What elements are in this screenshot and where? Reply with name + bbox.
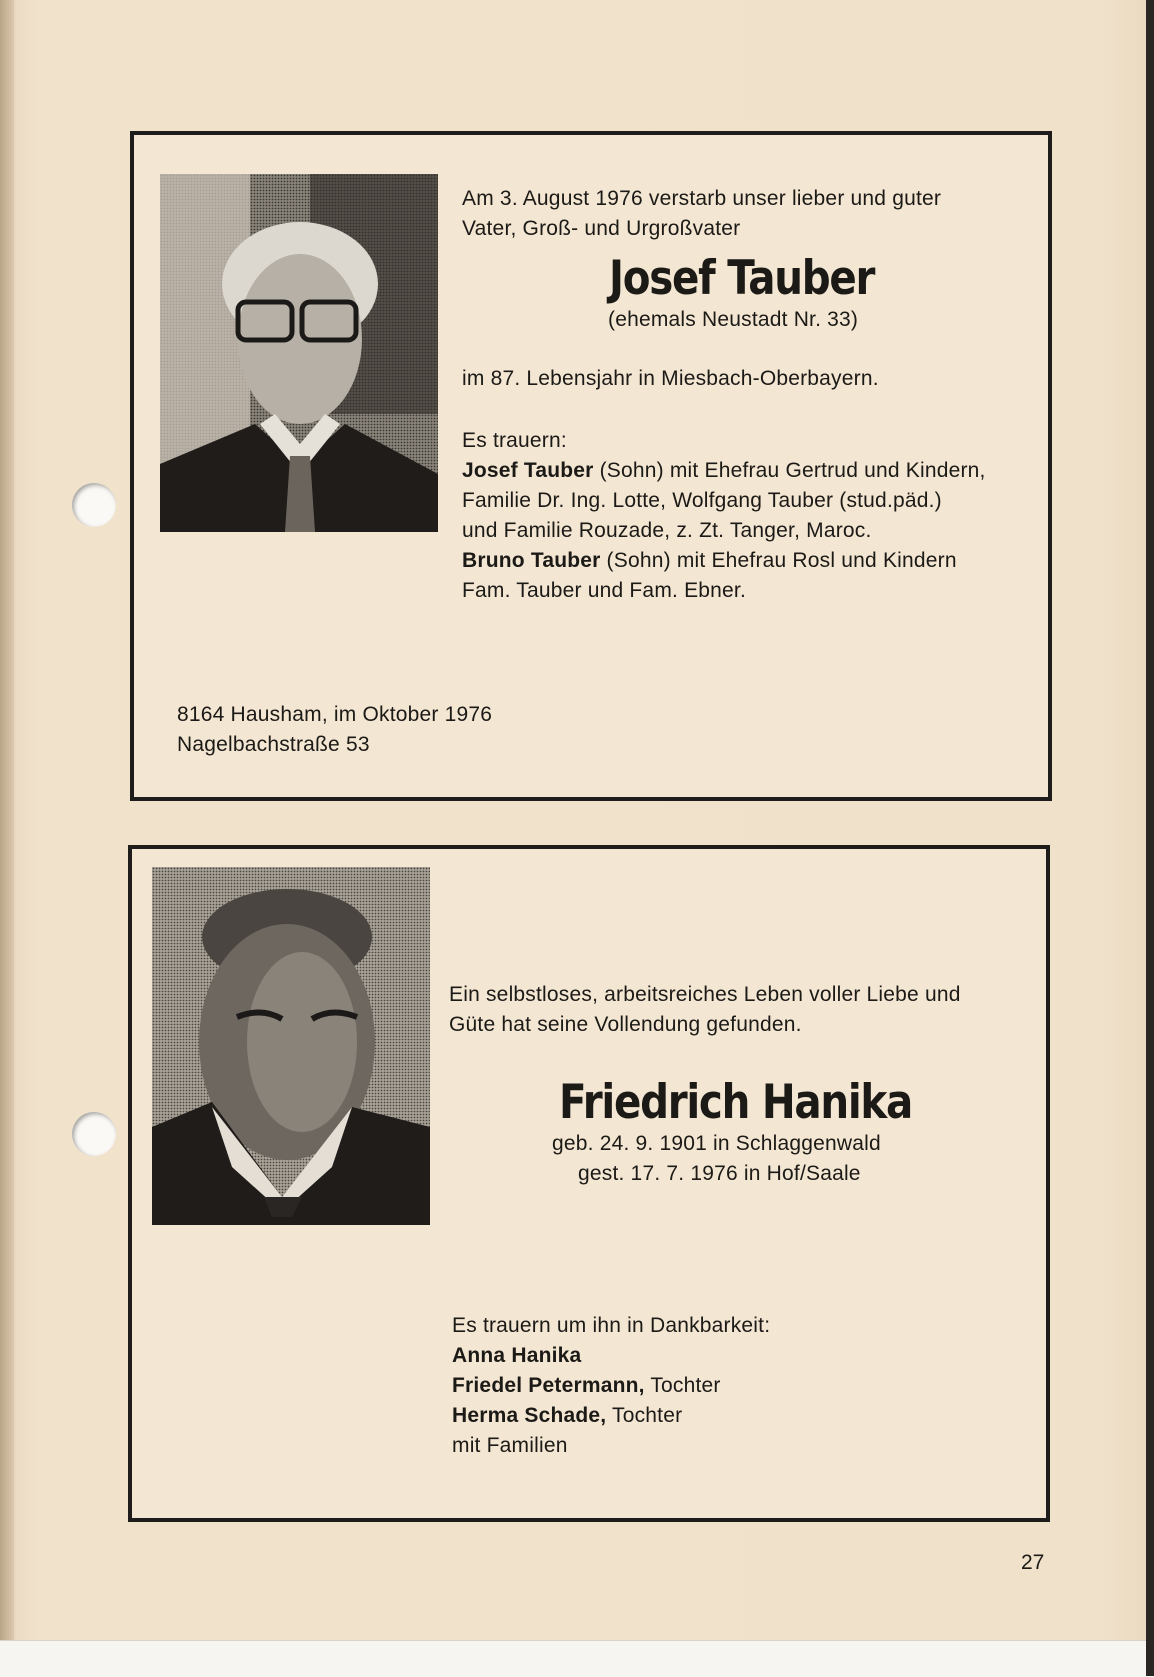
mourner-relation: (Sohn) mit Ehefrau Rosl und Kindern [600, 549, 957, 572]
mourner-line-1 [462, 456, 986, 486]
former-address: (ehemals Neustadt Nr. 33) [608, 308, 859, 331]
place-date: 8164 Hausham, im Oktober 1976 [177, 703, 493, 726]
intro-line-1: Ein selbstloses, arbeitsreiches Leben voller Liebe und [449, 983, 961, 1006]
intro-line-2: Vater, Groß- und Urgroßvater [462, 217, 741, 240]
mourner-line-2 [452, 1371, 721, 1401]
page-right-edge [1146, 0, 1154, 1676]
page-bottom-margin [0, 1640, 1154, 1677]
mourner-relation: Tochter [606, 1404, 683, 1427]
intro-line-1: Am 3. August 1976 verstarb unser lieber und guter [462, 187, 942, 210]
book-spine-shadow [0, 0, 14, 1676]
mourner-line-4 [462, 546, 957, 576]
age-place-line: im 87. Lebensjahr in Miesbach-Oberbayern. [462, 367, 879, 390]
mourner-line-3 [452, 1401, 682, 1431]
mourner-line-3: und Familie Rouzade, z. Zt. Tanger, Maroc. [462, 519, 872, 542]
mourner-line-1: Anna Hanika [452, 1344, 582, 1367]
mourner-relation: (Sohn) mit Ehefrau Gertrud und Kindern, [593, 459, 986, 482]
birth-line: geb. 24. 9. 1901 in Schlaggenwald [552, 1132, 881, 1155]
street-address: Nagelbachstraße 53 [177, 733, 370, 756]
punch-hole-upper [72, 483, 116, 527]
mourners-heading: Es trauern um ihn in Dankbarkeit: [452, 1314, 771, 1337]
deceased-name-tauber: Josef Tauber [609, 251, 875, 306]
mourner-name: Friedel Petermann, [452, 1374, 645, 1397]
punch-hole-lower [72, 1112, 116, 1156]
page-number: 27 [1021, 1551, 1045, 1574]
portrait-photo-tauber [160, 174, 438, 532]
mourner-name: Bruno Tauber [462, 549, 601, 572]
deceased-name-hanika: Friedrich Hanika [559, 1075, 913, 1130]
intro-line-2: Güte hat seine Vollendung gefunden. [449, 1013, 802, 1036]
portrait-photo-hanika [152, 867, 430, 1225]
mourner-name: Herma Schade, [452, 1404, 607, 1427]
mourners-heading: Es trauern: [462, 429, 567, 452]
mourner-relation: Tochter [644, 1374, 721, 1397]
closing-line: mit Familien [452, 1434, 568, 1457]
mourner-name: Josef Tauber [462, 459, 594, 482]
mourner-line-5: Fam. Tauber und Fam. Ebner. [462, 579, 746, 602]
death-line: gest. 17. 7. 1976 in Hof/Saale [578, 1162, 861, 1185]
mourner-line-2: Familie Dr. Ing. Lotte, Wolfgang Tauber (stud.päd.) [462, 489, 942, 512]
